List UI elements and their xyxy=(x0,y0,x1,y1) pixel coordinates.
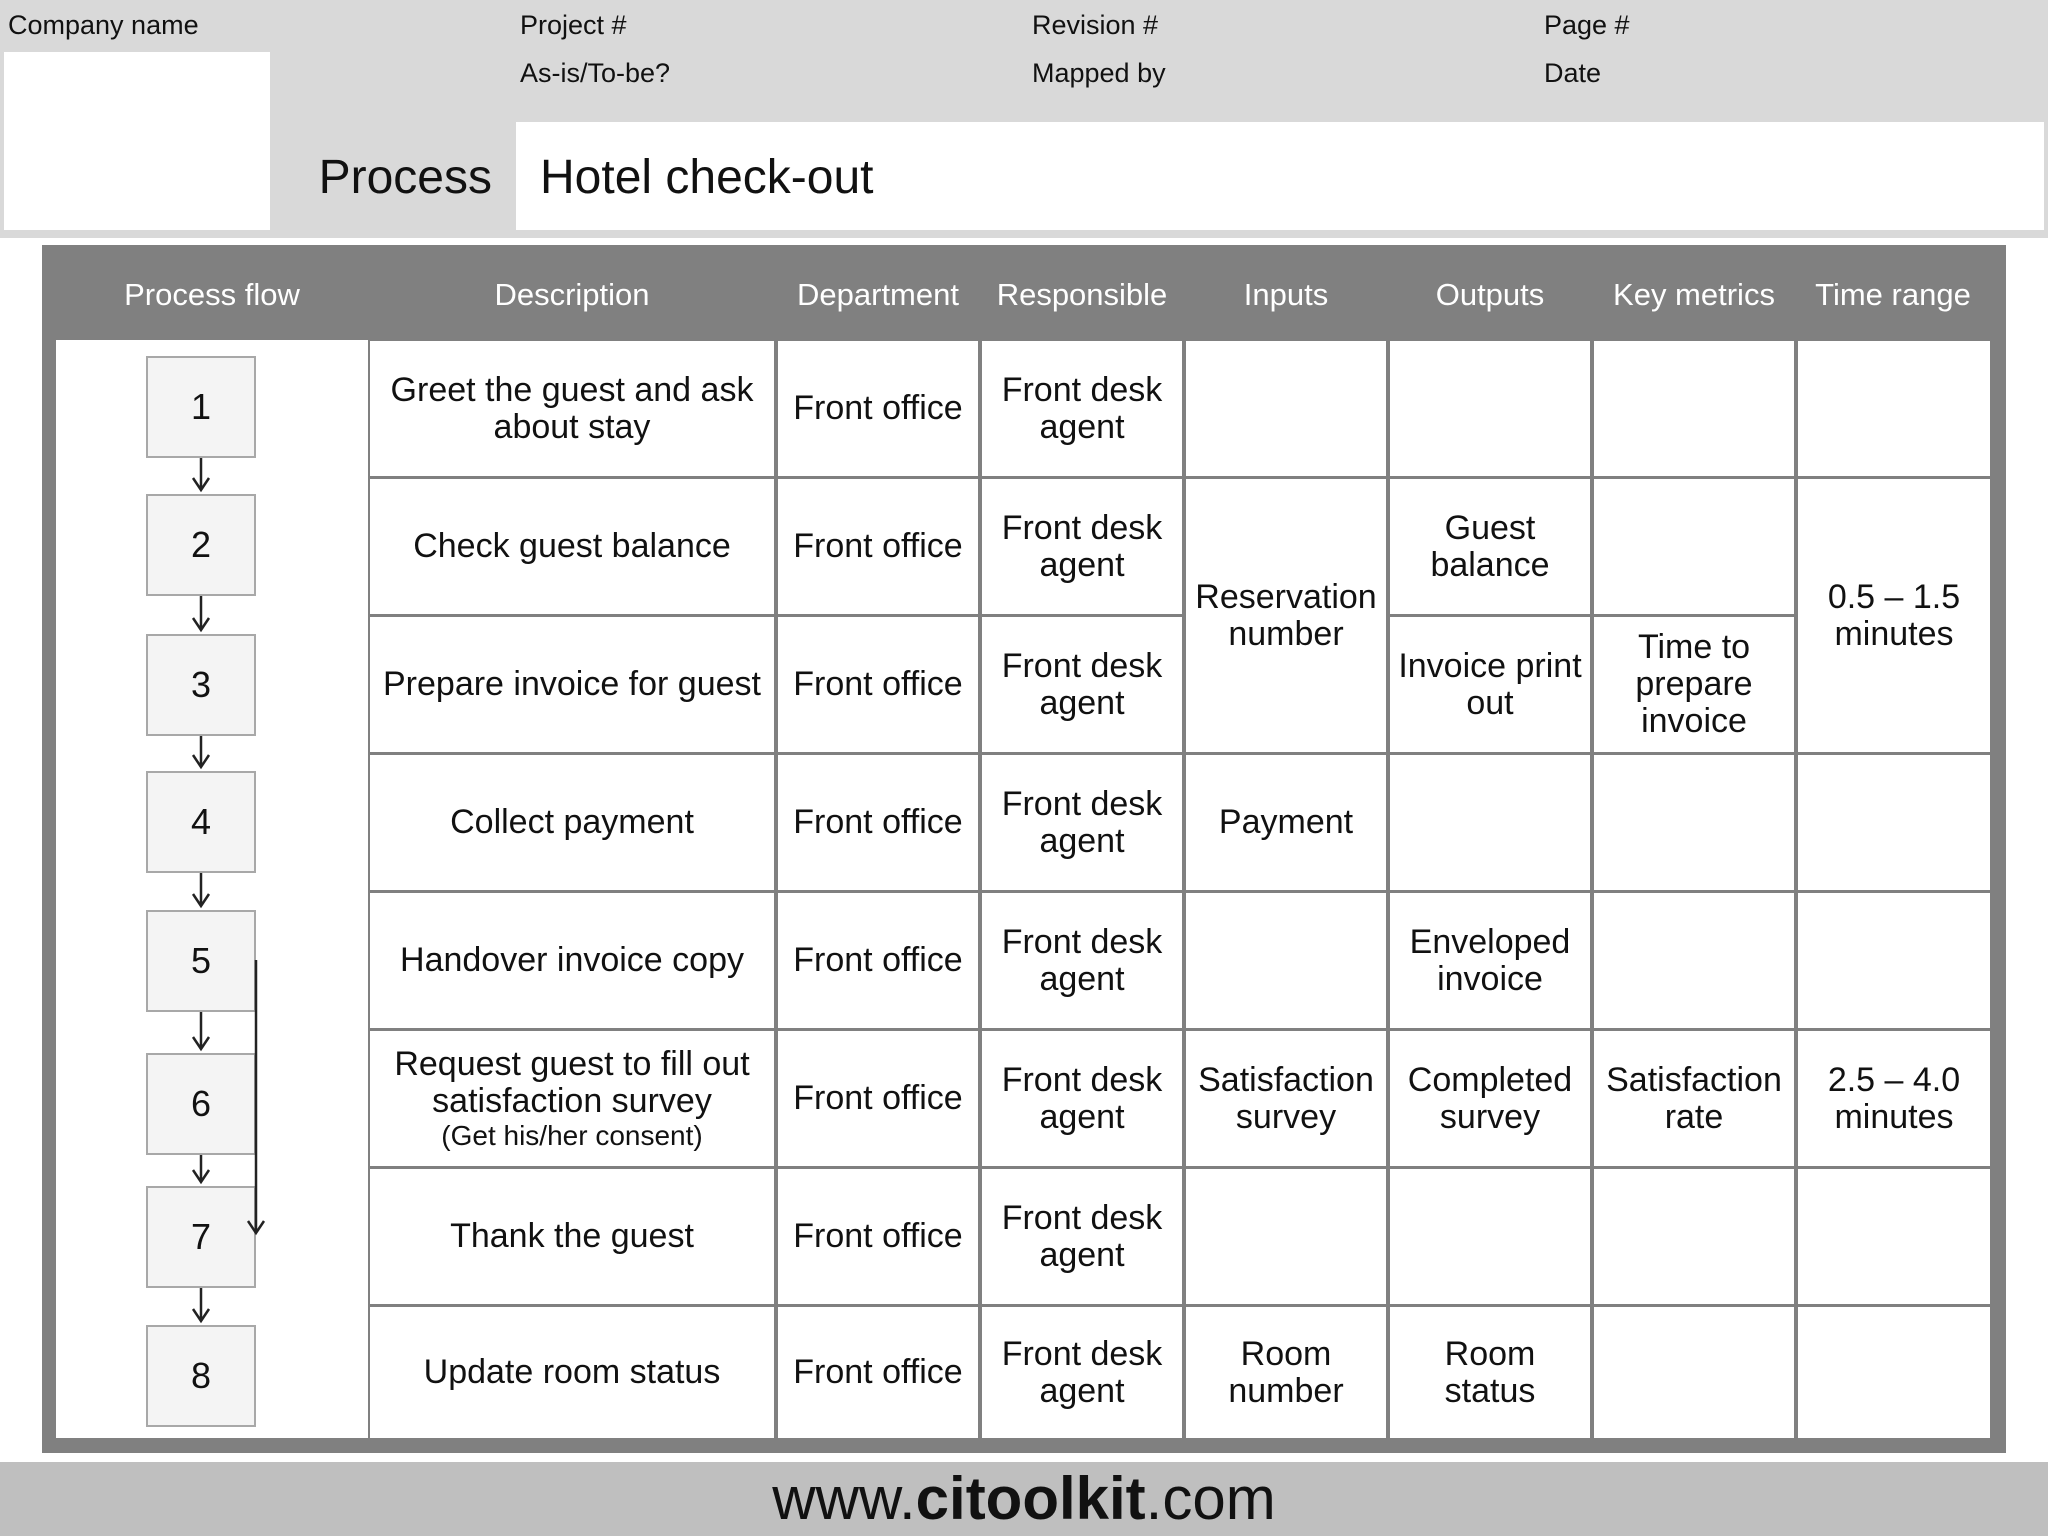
department-row-7: Front office xyxy=(778,1169,978,1304)
description-row-6-text: Request guest to fill out satisfaction survey xyxy=(394,1044,750,1120)
description-row-8: Update room status xyxy=(370,1307,774,1438)
department-row-1: Front office xyxy=(778,341,978,476)
company-name-label: Company name xyxy=(8,10,199,40)
responsible-row-3: Front desk agent xyxy=(982,617,1182,752)
flow-step-6[interactable]: 6 xyxy=(146,1053,256,1155)
time-range-row-7 xyxy=(1798,1169,1990,1304)
flow-step-2[interactable]: 2 xyxy=(146,494,256,596)
key-metrics-row-2 xyxy=(1594,479,1794,614)
project-label: Project # xyxy=(520,10,627,40)
outputs-row-3: Invoice print out xyxy=(1390,617,1590,752)
process-label: Process xyxy=(318,151,492,204)
column-header-description: Description xyxy=(494,277,650,312)
inputs-row-6: Satisfaction survey xyxy=(1186,1031,1386,1166)
time-range-row-4 xyxy=(1798,755,1990,890)
outputs-row-1 xyxy=(1390,341,1590,476)
description-row-1: Greet the guest and ask about stay xyxy=(370,341,774,476)
department-row-3: Front office xyxy=(778,617,978,752)
flow-step-3[interactable]: 3 xyxy=(146,634,256,736)
key-metrics-row-1 xyxy=(1594,341,1794,476)
inputs-row-8: Room number xyxy=(1186,1307,1386,1438)
department-row-6: Front office xyxy=(778,1031,978,1166)
key-metrics-row-7 xyxy=(1594,1169,1794,1304)
column-header-time-range: Time range xyxy=(1815,277,1971,312)
responsible-row-6: Front desk agent xyxy=(982,1031,1182,1166)
inputs-row-7 xyxy=(1186,1169,1386,1304)
inputs-rows-2-3: Reservation number xyxy=(1186,479,1386,752)
column-header-outputs: Outputs xyxy=(1435,277,1545,312)
responsible-row-4: Front desk agent xyxy=(982,755,1182,890)
description-row-2: Check guest balance xyxy=(370,479,774,614)
department-row-2: Front office xyxy=(778,479,978,614)
department-row-4: Front office xyxy=(778,755,978,890)
column-header-inputs: Inputs xyxy=(1243,277,1329,312)
mapped-by-label: Mapped by xyxy=(1032,58,1166,88)
responsible-row-8: Front desk agent xyxy=(982,1307,1182,1438)
flow-step-1[interactable]: 1 xyxy=(146,356,256,458)
time-range-row-6: 2.5 – 4.0 minutes xyxy=(1798,1031,1990,1166)
inputs-row-1 xyxy=(1186,341,1386,476)
process-name: Hotel check-out xyxy=(540,151,874,204)
outputs-row-5: Enveloped invoice xyxy=(1390,893,1590,1028)
department-row-5: Front office xyxy=(778,893,978,1028)
company-logo-field[interactable] xyxy=(4,52,270,230)
outputs-row-6: Completed survey xyxy=(1390,1031,1590,1166)
description-row-4: Collect payment xyxy=(370,755,774,890)
outputs-row-4 xyxy=(1390,755,1590,890)
page-label: Page # xyxy=(1544,10,1630,40)
description-row-5: Handover invoice copy xyxy=(370,893,774,1028)
footer-suffix: .com xyxy=(1145,1465,1276,1532)
time-range-row-1 xyxy=(1798,341,1990,476)
asis-tobe-label: As-is/To-be? xyxy=(520,58,671,88)
key-metrics-row-3: Time to prepare invoice xyxy=(1594,617,1794,752)
department-row-8: Front office xyxy=(778,1307,978,1438)
responsible-row-2: Front desk agent xyxy=(982,479,1182,614)
column-header-department: Department xyxy=(797,277,959,312)
key-metrics-row-4 xyxy=(1594,755,1794,890)
outputs-row-2: Guest balance xyxy=(1390,479,1590,614)
responsible-row-1: Front desk agent xyxy=(982,341,1182,476)
description-row-7: Thank the guest xyxy=(370,1169,774,1304)
time-range-row-8 xyxy=(1798,1307,1990,1438)
description-row-6 xyxy=(370,1031,774,1166)
key-metrics-row-6: Satisfaction rate xyxy=(1594,1031,1794,1166)
column-header-key-metrics: Key metrics xyxy=(1613,277,1775,312)
footer-brand: citoolkit xyxy=(915,1465,1146,1532)
flow-step-5[interactable]: 5 xyxy=(146,910,256,1012)
inputs-row-4: Payment xyxy=(1186,755,1386,890)
description-row-3: Prepare invoice for guest xyxy=(370,617,774,752)
time-range-rows-2-3: 0.5 – 1.5 minutes xyxy=(1798,479,1990,752)
key-metrics-row-8 xyxy=(1594,1307,1794,1438)
column-header-process-flow: Process flow xyxy=(124,277,300,312)
date-label: Date xyxy=(1544,58,1602,88)
responsible-row-7: Front desk agent xyxy=(982,1169,1182,1304)
flow-step-7[interactable]: 7 xyxy=(146,1186,256,1288)
description-row-6-note: (Get his/her consent) xyxy=(441,1119,703,1151)
outputs-row-8: Room status xyxy=(1390,1307,1590,1438)
revision-label: Revision # xyxy=(1032,10,1159,40)
footer-prefix: www. xyxy=(772,1465,916,1532)
outputs-row-7 xyxy=(1390,1169,1590,1304)
column-header-responsible: Responsible xyxy=(996,277,1168,312)
responsible-row-5: Front desk agent xyxy=(982,893,1182,1028)
flow-step-4[interactable]: 4 xyxy=(146,771,256,873)
key-metrics-row-5 xyxy=(1594,893,1794,1028)
flow-step-8[interactable]: 8 xyxy=(146,1325,256,1427)
inputs-row-5 xyxy=(1186,893,1386,1028)
time-range-row-5 xyxy=(1798,893,1990,1028)
footer-website-link[interactable] xyxy=(0,1462,2048,1536)
